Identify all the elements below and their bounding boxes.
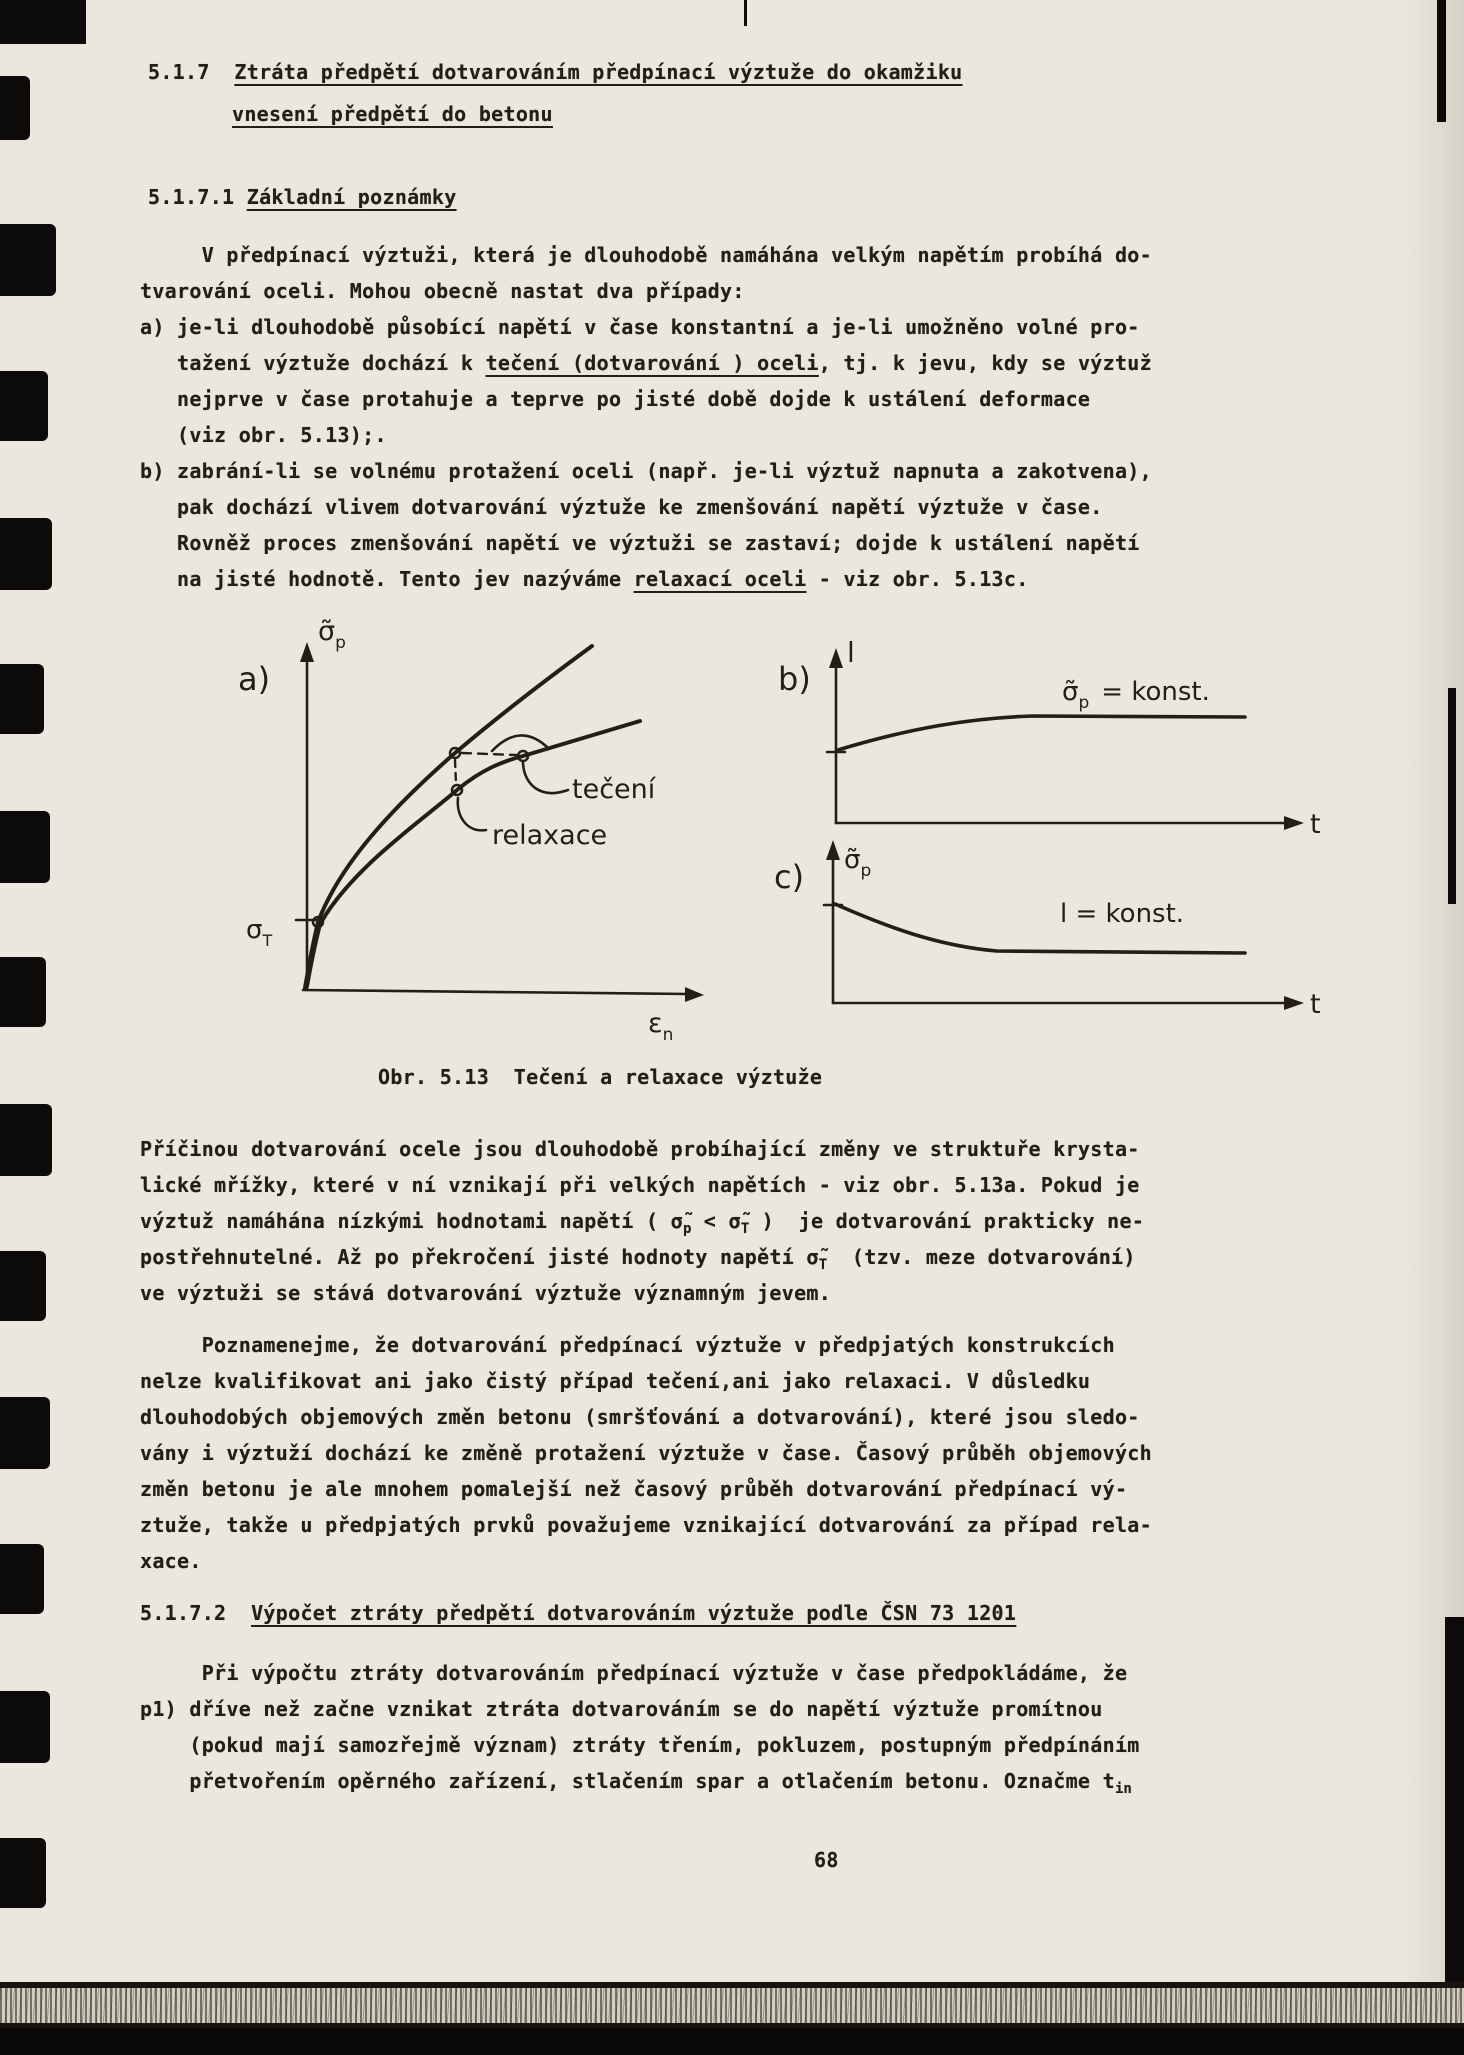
heading-5-1-7-line2 xyxy=(232,99,553,129)
binding-hole xyxy=(0,1691,50,1763)
list-item-p1-line2: (pokud mají samozřejmě význam) ztráty třením, pokluzem, postupným předpínáním xyxy=(140,1733,1140,1757)
text-line: xace. xyxy=(140,1549,202,1573)
text-run: - viz obr. 5.13c. xyxy=(806,567,1029,591)
subscript: p xyxy=(683,1221,692,1237)
figure-caption: Obr. 5.13 Tečení a relaxace výztuže xyxy=(378,1065,823,1089)
underlined-term: tečení (dotvarování ) oceli xyxy=(485,351,819,375)
text-line: V předpínací výztuži, která je dlouhodobě namáhána velkým napětím probíhá do- xyxy=(140,243,1152,267)
diagram-c-label: c) xyxy=(774,858,805,896)
scan-artifact xyxy=(1448,688,1456,904)
subscript: T xyxy=(818,1257,828,1273)
a-upper-curve xyxy=(305,646,592,988)
a-relax-dashed-line xyxy=(455,760,456,784)
binding-hole xyxy=(0,1544,44,1614)
text-run: přetvořením opěrného zařízení, stlačením spar a otlačením betonu. Označme t xyxy=(140,1769,1115,1793)
scan-bottom-strip xyxy=(0,2028,1464,2055)
list-item-b-line1: b) zabrání-li se volnému protažení oceli (např. je-li výztuž napnuta a zakotvena), xyxy=(140,459,1152,483)
diagram-b-label: b) xyxy=(778,660,811,698)
b-curve xyxy=(838,716,1245,750)
c-annotation: l = konst. xyxy=(1060,899,1185,929)
heading-number: 5.1.7.2 xyxy=(140,1601,252,1625)
heading-title: Základní poznámky xyxy=(246,185,457,209)
text-run: ) je dotvarování prakticky ne- xyxy=(749,1209,1145,1233)
text-run: , tj. k jevu, kdy se výztuž xyxy=(818,351,1152,375)
scan-artifact xyxy=(744,0,747,26)
text-run: tažení výztuže dochází k xyxy=(140,351,486,375)
binding-hole xyxy=(0,1838,46,1908)
figure-obr-5-13 xyxy=(140,600,1340,1070)
subscript: T xyxy=(740,1221,750,1237)
b-x-axis-arrow xyxy=(1284,816,1304,830)
a-x-axis-arrow xyxy=(685,987,704,1002)
text-run: (tzv. meze dotvarování) xyxy=(827,1245,1136,1269)
b-x-axis-label: t xyxy=(1310,809,1321,840)
a-creep-dashed-line xyxy=(462,753,516,755)
text-run: postřehnutelné. Až po překročení jisté hodnoty napětí σ̃ xyxy=(140,1245,819,1269)
text-line: vány i výztuží dochází ke změně protažení výztuže v čase. Časový průběh objemových xyxy=(140,1441,1152,1465)
heading-5-1-7-1 xyxy=(148,182,457,212)
b-annotation: $\sigmã_p$ = konst. xyxy=(1062,677,1210,713)
text-line: Příčinou dotvarování ocele jsou dlouhodobě probíhající změny ve struktuře krysta- xyxy=(140,1137,1140,1161)
a-relax-leader xyxy=(458,798,486,830)
list-item-a-line3: nejprve v čase protahuje a teprve po jisté době dojde k ustálení deformace xyxy=(140,387,1091,411)
a-relax-label: relaxace xyxy=(492,820,608,851)
a-x-axis xyxy=(303,990,688,994)
c-x-axis-label: t xyxy=(1310,989,1321,1020)
underlined-term: relaxací oceli xyxy=(633,567,807,591)
binding-hole xyxy=(0,664,44,734)
text-run: < σ̃ xyxy=(691,1209,741,1233)
heading-title: Výpočet ztráty předpětí dotvarováním výztuže podle ČSN 73 1201 xyxy=(251,1601,1017,1625)
text-line: Při výpočtu ztráty dotvarováním předpínací výztuže v čase předpokládáme, že xyxy=(140,1661,1128,1685)
a-limit-stress-label: $\sigma_T$ xyxy=(246,915,273,950)
a-y-axis-label: $\sigmã_p$ xyxy=(318,616,346,653)
text-line: dlouhodobých objemových změn betonu (smršťování a dotvarování), které jsou sledo- xyxy=(140,1405,1140,1429)
list-item-b-line4 xyxy=(140,564,1029,594)
list-item-p1-line1: p1) dříve než začne vznikat ztráta dotvarováním se do napětí výztuže promítnou xyxy=(140,1697,1103,1721)
list-item-a-line1: a) je-li dlouhodobě působící napětí v čase konstantní a je-li umožněno volné pro- xyxy=(140,315,1140,339)
list-item-a-line2 xyxy=(140,348,1152,378)
text-line xyxy=(140,1206,1144,1244)
a-x-axis-label: $\varepsilon_n$ xyxy=(648,1008,674,1045)
a-creep-label: tečení xyxy=(572,774,656,805)
text-line: nelze kvalifikovat ani jako čistý případ tečení,ani jako relaxaci. V důsledku xyxy=(140,1369,1091,1393)
binding-hole xyxy=(0,1104,52,1176)
b-y-axis-arrow xyxy=(829,648,843,668)
book-edge-band xyxy=(0,1982,1464,2028)
text-line: ve výztuži se stává dotvarování výztuže významným jevem. xyxy=(140,1281,832,1305)
heading-5-1-7-line1 xyxy=(148,57,963,87)
text-line xyxy=(140,1242,1136,1280)
list-item-b-line3: Rovněž proces zmenšování napětí ve výztuži se zastaví; dojde k ustálení napětí xyxy=(140,531,1140,555)
heading-title-cont: vnesení předpětí do betonu xyxy=(232,102,553,126)
list-item-a-line4: (viz obr. 5.13);. xyxy=(140,423,387,447)
binding-hole xyxy=(0,957,46,1027)
heading-number: 5.1.7.1 xyxy=(148,185,247,209)
page-number: 68 xyxy=(814,1848,839,1872)
binding-hole xyxy=(0,224,56,296)
subscript: in xyxy=(1114,1781,1132,1797)
binding-hole xyxy=(0,811,50,883)
page-corner-artifact xyxy=(0,0,86,44)
heading-title: Ztráta předpětí dotvarováním předpínací výztuže do okamžiku xyxy=(234,60,963,84)
text-line: změn betonu je ale mnohem pomalejší než časový průběh dotvarování předpínací vý- xyxy=(140,1477,1128,1501)
binding-hole xyxy=(0,1251,46,1321)
binding-hole xyxy=(0,518,52,590)
heading-number: 5.1.7 xyxy=(148,60,235,84)
a-creep-leader xyxy=(523,763,568,793)
list-item-b-line2: pak dochází vlivem dotvarování výztuže ke zmenšování napětí výztuže v čase. xyxy=(140,495,1103,519)
a-y-axis-arrow xyxy=(300,642,314,662)
binding-hole xyxy=(0,371,48,441)
a-creep-leader-arc xyxy=(492,735,549,751)
c-x-axis-arrow xyxy=(1284,996,1304,1010)
heading-5-1-7-2 xyxy=(140,1598,1016,1628)
text-line: Poznamenejme, že dotvarování předpínací výztuže v předpjatých konstrukcích xyxy=(140,1333,1115,1357)
text-line: tvarování oceli. Mohou obecně nastat dva případy: xyxy=(140,279,745,303)
b-y-axis-label: l xyxy=(847,636,855,669)
binding-hole xyxy=(0,76,30,140)
text-run: na jisté hodnotě. Tento jev nazýváme xyxy=(140,567,634,591)
c-y-axis-label: $\sigmã_p$ xyxy=(844,845,872,881)
text-line: lické mřížky, které v ní vznikají při velkých napětích - viz obr. 5.13a. Pokud je xyxy=(140,1173,1140,1197)
binding-hole xyxy=(0,1397,50,1469)
scan-artifact xyxy=(1437,0,1446,122)
list-item-p1-line3 xyxy=(140,1766,1132,1804)
c-y-axis-arrow xyxy=(826,840,840,860)
text-line: ztuže, takže u předpjatých prvků považujeme vznikající dotvarování za případ rela- xyxy=(140,1513,1152,1537)
diagram-a-label: a) xyxy=(238,660,271,698)
text-run: výztuž namáhána nízkými hodnotami napětí ( σ̃ xyxy=(140,1209,684,1233)
